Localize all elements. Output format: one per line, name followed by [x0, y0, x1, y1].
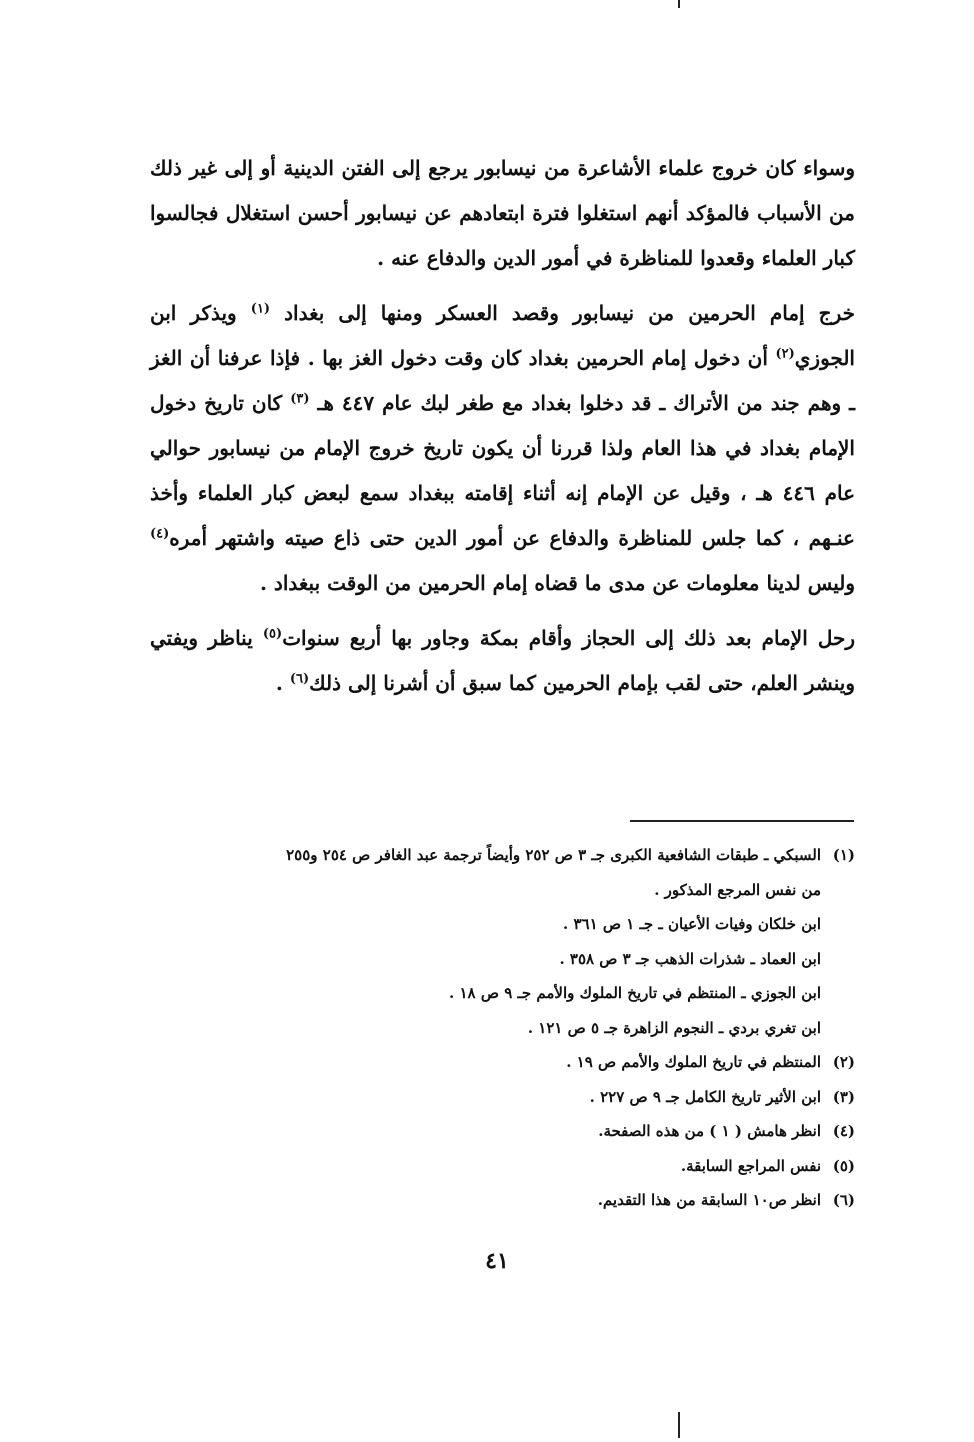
bottom-margin-mark: [678, 1412, 680, 1438]
footnote-5: [150, 1149, 855, 1184]
paragraph-2-text-d: كان تاريخ دخول الإمام بغداد في هذا العام ولذا قررنا أن يكون تاريخ خروج الإمام من نيسابور حوالي عام ٤٤٦ هـ ، وقيل عن الإمام إنه أثناء إقامته ببغداد سمع لبعض كبار العلماء وأخذ عنـهم ، كما جلس للمناظرة والدفاع عن أمور الدين حتى ذاع صيته واشتهر أمره: [150, 391, 856, 550]
paragraph-2: [150, 291, 855, 606]
footnote-number: (٣): [832, 1087, 855, 1106]
main-text: [150, 146, 855, 706]
footnote-ref-1[interactable]: (١): [250, 301, 271, 317]
footnote-3: [150, 1080, 855, 1115]
footnote-separator: [630, 820, 854, 822]
footnote-ref-6[interactable]: (٦): [289, 671, 310, 687]
footnote-number: (٦): [832, 1191, 855, 1209]
paragraph-2-text-b: ويذكر ابن الجوزي: [150, 301, 855, 370]
footnotes: [150, 838, 855, 1218]
footnote-1-source-2: ابن خلكان وفيات الأعيان ـ جـ ١ ص ٣٦١ .: [563, 915, 821, 933]
footnote-ref-2[interactable]: (٢): [775, 346, 795, 362]
paragraph-2-text-e: وليس لدينا معلومات عن مدى ما قضاه إمام الحرمين من الوقت ببغداد .: [260, 571, 855, 595]
footnote-ref-3[interactable]: (٣): [290, 391, 310, 407]
paragraph-1-text: وسواء كان خروج علماء الأشاعرة من نيسابور يرجع إلى الفتن الدينية أو إلى غير ذلك من الأسباب فالمؤكد أنهم استغلوا فترة ابتعادهم عن نيسابور أحسن استغلال فجالسوا كبار العلماء وقعدوا للمناظرة في أمور الدين والدفاع عنه .: [150, 156, 855, 270]
paragraph-3-text-c: .: [275, 671, 290, 695]
paragraph-3-text-b: يناظر ويفتي وينشر العلم، حتى لقب بإمام الحرمين كما سبق أن أشرنا إلى ذلك: [150, 626, 855, 695]
paragraph-3: [150, 616, 855, 706]
footnote-1-continuation: من نفس المرجع المذكور .: [654, 880, 821, 899]
footnote-number: (١): [832, 846, 855, 864]
footnote-4: [150, 1114, 855, 1149]
paragraph-1: [150, 146, 855, 281]
footnote-1-source-3: ابن العماد ـ شذرات الذهب جـ ٣ ص ٣٥٨ .: [559, 949, 821, 968]
footnote-text: المنتظم في تاريخ الملوك والأمم ص ١٩ .: [566, 1053, 821, 1071]
footnote-text: ابن الأثير تاريخ الكامل جـ ٩ ص ٢٢٧ .: [589, 1087, 821, 1106]
footnote-2: [150, 1045, 855, 1080]
paragraph-2-text-a: خرج إمام الحرمين من نيسابور وقصد العسكر ومنها إلى بغداد: [270, 301, 855, 325]
footnote-number: (٥): [832, 1156, 855, 1175]
footnote-text: السبكي ـ طبقات الشافعية الكبرى جـ ٣ ص ٢٥٢ وأيضاً ترجمة عبد الغافر ص ٢٥٤ و٢٥٥: [286, 846, 821, 864]
page-number: ٤١: [485, 1248, 509, 1274]
footnote-ref-4[interactable]: (٤): [150, 526, 170, 542]
footnote-text: انظر هامش ( ١ ) من هذه الصفحة.: [598, 1122, 821, 1140]
footnote-text: نفس المراجع السابقة.: [680, 1156, 821, 1175]
footnote-1-source-4: ابن الجوزي ـ المنتظم في تاريخ الملوك والأمم جـ ٩ ص ١٨ .: [449, 984, 821, 1002]
paragraph-3-text-a: رحل الإمام بعد ذلك إلى الحجاز وأقام بمكة وجاور بها أربع سنوات: [282, 626, 856, 650]
footnote-1-source-5: ابن تغري بردي ـ النجوم الزاهرة جـ ٥ ص ١٢١ .: [527, 1018, 821, 1037]
footnote-number: (٢): [832, 1053, 855, 1071]
paragraph-2-text-c: أن دخول إمام الحرمين بغداد كان وقت دخول الغز بها . فإذا عرفنا أن الغز ـ وهم جند من الأتراك ـ قد دخلوا بغداد مع طغر لبك عام ٤٤٧ هـ: [150, 346, 855, 415]
footnote-text: انظر ص١٠ السابقة من هذا التقديم.: [597, 1191, 821, 1209]
footnote-number: (٤): [832, 1122, 855, 1140]
top-margin-mark: [678, 0, 680, 8]
footnote-6: [150, 1183, 855, 1218]
footnote-1: [150, 838, 855, 873]
footnote-ref-5[interactable]: (٥): [262, 626, 283, 642]
